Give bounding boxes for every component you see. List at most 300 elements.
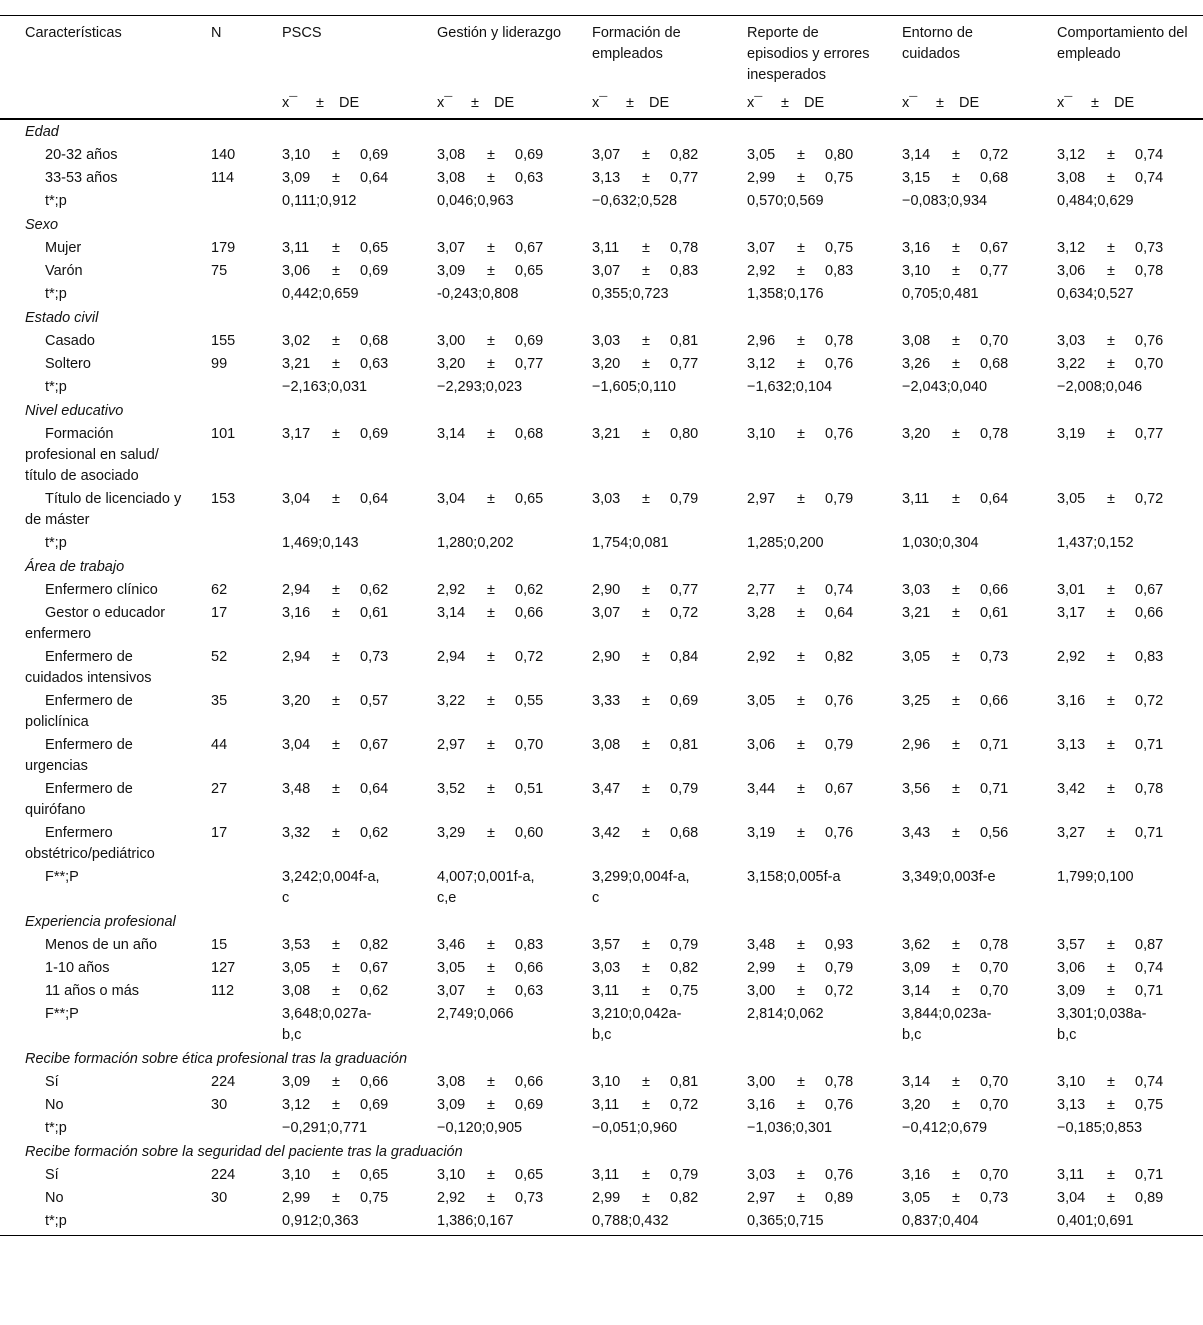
sd-value: 0,73 (980, 1190, 1009, 1206)
sd-value: 0,65 (360, 1167, 389, 1183)
mean-sd-cell (877, 934, 1032, 957)
sd-value: 0,63 (360, 356, 389, 372)
mean-value: 3,04 (282, 737, 311, 753)
plus-minus: ± (487, 737, 495, 753)
stat-text: 0,484;0,629 (1057, 193, 1134, 209)
plus-minus: ± (1107, 240, 1115, 256)
mean-sd-cell (567, 260, 722, 283)
sd-value: 0,65 (515, 1167, 544, 1183)
plus-minus: ± (952, 737, 960, 753)
row-n: 62 (211, 582, 228, 598)
table-row (0, 646, 1203, 690)
row-label: t*;p (45, 1120, 67, 1136)
mean-value: 3,08 (902, 333, 931, 349)
mean-value: 3,05 (282, 960, 311, 976)
sd-value: 0,63 (515, 170, 544, 186)
stat-text: 1,469;0,143 (282, 535, 359, 551)
mean-value: 3,06 (282, 263, 311, 279)
table-row (0, 423, 1203, 488)
plus-minus: ± (797, 781, 805, 797)
plus-minus: ± (487, 491, 495, 507)
row-label: t*;p (45, 193, 67, 209)
mean-value: 3,14 (437, 605, 466, 621)
mean-sd-cell (567, 237, 722, 260)
plus-minus: ± (952, 983, 960, 999)
mean-sd-cell (722, 353, 877, 376)
stat-text: 0,837;0,404 (902, 1213, 979, 1229)
plus-minus: ± (332, 147, 340, 163)
plus-minus: ± (797, 1190, 805, 1206)
subheader-sd: DE (339, 95, 360, 111)
plus-minus: ± (1107, 825, 1115, 841)
plus-minus: ± (642, 240, 650, 256)
sd-value: 0,66 (515, 960, 544, 976)
plus-minus: ± (1107, 426, 1115, 442)
sd-value: 0,66 (980, 582, 1009, 598)
subheader-pm: ± (936, 95, 944, 111)
section-label: Experiencia profesional (25, 914, 176, 930)
stat-value (257, 190, 412, 213)
sd-value: 0,74 (1135, 960, 1164, 976)
plus-minus: ± (332, 240, 340, 256)
sd-value: 0,72 (1135, 491, 1164, 507)
mean-sd-cell (257, 1187, 412, 1210)
subheader-pm: ± (1091, 95, 1099, 111)
table-row (0, 144, 1203, 167)
sd-value: 0,70 (515, 737, 544, 753)
plus-minus: ± (797, 1097, 805, 1113)
stat-text: 2,814;0,062 (747, 1006, 824, 1022)
sd-value: 0,62 (360, 582, 389, 598)
plus-minus: ± (642, 1097, 650, 1113)
mean-sd-cell (1032, 980, 1203, 1003)
sd-value: 0,69 (360, 147, 389, 163)
stat-value (1032, 532, 1203, 555)
plus-minus: ± (952, 825, 960, 841)
mean-value: 3,05 (747, 147, 776, 163)
plus-minus: ± (952, 1167, 960, 1183)
mean-value: 3,09 (1057, 983, 1086, 999)
plus-minus: ± (642, 781, 650, 797)
stat-text: −1,036;0,301 (747, 1120, 833, 1136)
sd-value: 0,70 (980, 1097, 1009, 1113)
sd-value: 0,79 (670, 491, 699, 507)
stat-value (877, 866, 1032, 910)
plus-minus: ± (952, 781, 960, 797)
mean-value: 2,99 (282, 1190, 311, 1206)
mean-value: 3,14 (902, 147, 931, 163)
sd-value: 0,79 (670, 1167, 699, 1183)
mean-sd-cell (412, 957, 567, 980)
mean-sd-cell (567, 1164, 722, 1187)
plus-minus: ± (1107, 649, 1115, 665)
row-n: 17 (211, 825, 228, 841)
plus-minus: ± (642, 333, 650, 349)
table-row (0, 734, 1203, 778)
subheader-sd: DE (804, 95, 825, 111)
subheader-mean-sd (412, 87, 567, 119)
plus-minus: ± (332, 333, 340, 349)
stat-text: −0,291;0,771 (282, 1120, 368, 1136)
subheader-mean-sd (567, 87, 722, 119)
stat-row (0, 190, 1203, 213)
sd-value: 0,60 (515, 825, 544, 841)
mean-sd-cell (412, 488, 567, 532)
mean-value: 2,97 (437, 737, 466, 753)
sd-value: 0,76 (825, 1167, 854, 1183)
sd-value: 0,72 (670, 605, 699, 621)
section-label: Nivel educativo (25, 403, 124, 419)
mean-sd-cell (567, 1187, 722, 1210)
mean-value: 3,07 (747, 240, 776, 256)
mean-sd-cell (567, 330, 722, 353)
plus-minus: ± (487, 240, 495, 256)
mean-value: 3,20 (592, 356, 621, 372)
plus-minus: ± (487, 333, 495, 349)
stat-value (412, 1210, 567, 1236)
stat-value (1032, 283, 1203, 306)
mean-sd-cell (722, 934, 877, 957)
mean-value: 3,52 (437, 781, 466, 797)
mean-sd-cell (257, 646, 412, 690)
plus-minus: ± (487, 960, 495, 976)
plus-minus: ± (487, 426, 495, 442)
sd-value: 0,76 (825, 693, 854, 709)
mean-value: 3,16 (747, 1097, 776, 1113)
mean-value: 3,21 (592, 426, 621, 442)
mean-sd-cell (412, 646, 567, 690)
stat-text: 0,401;0,691 (1057, 1213, 1134, 1229)
plus-minus: ± (952, 582, 960, 598)
plus-minus: ± (952, 491, 960, 507)
sd-value: 0,57 (360, 693, 389, 709)
mean-sd-cell (1032, 1187, 1203, 1210)
plus-minus: ± (332, 1167, 340, 1183)
table-row (0, 330, 1203, 353)
mean-sd-cell (1032, 144, 1203, 167)
plus-minus: ± (642, 170, 650, 186)
section-label: Edad (25, 124, 59, 140)
mean-sd-cell (1032, 1164, 1203, 1187)
sd-value: 0,69 (360, 263, 389, 279)
row-label: F**;P (45, 1006, 79, 1022)
mean-value: 3,22 (1057, 356, 1086, 372)
mean-sd-cell (412, 260, 567, 283)
sd-value: 0,51 (515, 781, 544, 797)
mean-value: 3,08 (282, 983, 311, 999)
header-formacion: Formación de empleados (567, 16, 722, 88)
mean-value: 3,04 (1057, 1190, 1086, 1206)
section-row (0, 306, 1203, 330)
stat-value (257, 1117, 412, 1140)
row-n (186, 532, 257, 555)
mean-value: 2,92 (747, 649, 776, 665)
sd-value: 0,64 (360, 170, 389, 186)
mean-value: 3,47 (592, 781, 621, 797)
sd-value: 0,82 (825, 649, 854, 665)
stat-value (877, 1117, 1032, 1140)
stat-value (567, 190, 722, 213)
plus-minus: ± (797, 693, 805, 709)
row-label: 33-53 años (45, 170, 118, 186)
sd-value: 0,78 (980, 426, 1009, 442)
stat-value (877, 1210, 1032, 1236)
subheader-mean: x¯ (902, 95, 918, 111)
mean-sd-cell (412, 778, 567, 822)
mean-value: 3,13 (1057, 737, 1086, 753)
subheader-sd: DE (1114, 95, 1135, 111)
table-row (0, 602, 1203, 646)
mean-sd-cell (1032, 1071, 1203, 1094)
sd-value: 0,70 (980, 960, 1009, 976)
row-n: 114 (211, 170, 235, 186)
stat-text: 0,365;0,715 (747, 1213, 824, 1229)
sd-value: 0,67 (825, 781, 854, 797)
mean-value: 3,11 (1057, 1167, 1085, 1183)
stat-value (257, 283, 412, 306)
row-n: 52 (211, 649, 228, 665)
mean-sd-cell (567, 980, 722, 1003)
sd-value: 0,61 (980, 605, 1009, 621)
mean-sd-cell (722, 167, 877, 190)
stat-value (567, 1210, 722, 1236)
mean-value: 3,12 (282, 1097, 311, 1113)
sd-value: 0,77 (1135, 426, 1164, 442)
mean-sd-cell (877, 353, 1032, 376)
mean-value: 3,05 (1057, 491, 1086, 507)
plus-minus: ± (952, 937, 960, 953)
mean-sd-cell (1032, 690, 1203, 734)
plus-minus: ± (1107, 170, 1115, 186)
mean-value: 3,10 (282, 147, 311, 163)
row-label: t*;p (0, 1210, 186, 1236)
section-label: Recibe formación sobre ética profesional tras la graduación (25, 1051, 408, 1067)
mean-sd-cell (877, 1071, 1032, 1094)
stat-text: −2,293;0,023 (437, 379, 523, 395)
subheader-mean-sd (877, 87, 1032, 119)
mean-sd-cell (877, 579, 1032, 602)
row-n: 30 (211, 1097, 228, 1113)
sd-value: 0,74 (1135, 170, 1164, 186)
mean-sd-cell (877, 488, 1032, 532)
mean-sd-cell (1032, 167, 1203, 190)
mean-sd-cell (257, 1071, 412, 1094)
plus-minus: ± (332, 426, 340, 442)
mean-sd-cell (722, 1071, 877, 1094)
sd-value: 0,78 (825, 1074, 854, 1090)
row-n: 99 (211, 356, 228, 372)
plus-minus: ± (332, 356, 340, 372)
plus-minus: ± (952, 1097, 960, 1113)
sd-value: 0,67 (515, 240, 544, 256)
mean-sd-cell (1032, 579, 1203, 602)
sd-value: 0,75 (825, 240, 854, 256)
sd-value: 0,74 (1135, 1074, 1164, 1090)
plus-minus: ± (642, 825, 650, 841)
mean-value: 3,06 (1057, 960, 1086, 976)
plus-minus: ± (487, 983, 495, 999)
stat-text: −2,043;0,040 (902, 379, 988, 395)
row-label: Enfermero obstétrico/pediátrico (25, 825, 155, 862)
plus-minus: ± (952, 356, 960, 372)
sd-value: 0,76 (1135, 333, 1164, 349)
row-n: 30 (211, 1190, 228, 1206)
mean-sd-cell (722, 579, 877, 602)
sd-value: 0,83 (670, 263, 699, 279)
sd-value: 0,67 (980, 240, 1009, 256)
mean-sd-cell (722, 1094, 877, 1117)
plus-minus: ± (797, 937, 805, 953)
mean-value: 3,11 (592, 1097, 620, 1113)
sd-value: 0,82 (360, 937, 389, 953)
stat-text: 3,242;0,004f-a,c (282, 869, 380, 906)
mean-value: 3,29 (437, 825, 466, 841)
mean-sd-cell (257, 934, 412, 957)
stat-value (722, 1117, 877, 1140)
sd-value: 0,71 (1135, 1167, 1164, 1183)
mean-sd-cell (257, 822, 412, 866)
plus-minus: ± (1107, 263, 1115, 279)
sd-value: 0,81 (670, 333, 699, 349)
sd-value: 0,64 (360, 491, 389, 507)
stat-value (877, 190, 1032, 213)
mean-value: 2,96 (902, 737, 931, 753)
row-label: t*;p (45, 535, 67, 551)
mean-value: 3,62 (902, 937, 931, 953)
plus-minus: ± (797, 147, 805, 163)
row-label: Sí (45, 1167, 59, 1183)
sd-value: 0,68 (670, 825, 699, 841)
mean-value: 2,92 (1057, 649, 1086, 665)
table-row (0, 237, 1203, 260)
stat-text: 0,111;0,912 (282, 193, 357, 209)
sd-value: 0,61 (360, 605, 389, 621)
mean-value: 3,15 (902, 170, 931, 186)
stat-text: −0,632;0,528 (592, 193, 678, 209)
row-n: 112 (211, 983, 235, 999)
mean-sd-cell (257, 144, 412, 167)
stat-value (722, 283, 877, 306)
plus-minus: ± (797, 825, 805, 841)
mean-sd-cell (257, 260, 412, 283)
mean-sd-cell (722, 980, 877, 1003)
stat-text: -0,243;0,808 (437, 286, 519, 302)
table-row (0, 822, 1203, 866)
plus-minus: ± (332, 605, 340, 621)
stat-value (877, 1003, 1032, 1047)
mean-value: 3,27 (1057, 825, 1086, 841)
row-n: 75 (211, 263, 228, 279)
plus-minus: ± (797, 1074, 805, 1090)
sd-value: 0,79 (825, 960, 854, 976)
sd-value: 0,66 (515, 605, 544, 621)
mean-sd-cell (722, 423, 877, 488)
plus-minus: ± (642, 605, 650, 621)
mean-value: 3,48 (747, 937, 776, 953)
plus-minus: ± (952, 333, 960, 349)
sd-value: 0,79 (670, 937, 699, 953)
stat-text: 1,754;0,081 (592, 535, 669, 551)
plus-minus: ± (642, 426, 650, 442)
sd-value: 0,78 (980, 937, 1009, 953)
subheader-sd: DE (959, 95, 980, 111)
plus-minus: ± (797, 426, 805, 442)
plus-minus: ± (487, 263, 495, 279)
stat-row (0, 1003, 1203, 1047)
stat-text: 3,210;0,042a-b,c (592, 1006, 682, 1043)
mean-value: 3,05 (437, 960, 466, 976)
plus-minus: ± (332, 693, 340, 709)
sd-value: 0,66 (980, 693, 1009, 709)
sd-value: 0,78 (825, 333, 854, 349)
mean-value: 3,21 (902, 605, 931, 621)
mean-value: 2,77 (747, 582, 776, 598)
mean-sd-cell (877, 957, 1032, 980)
stat-text: 4,007;0,001f-a,c,e (437, 869, 535, 906)
table-header (0, 16, 1203, 120)
sd-value: 0,80 (825, 147, 854, 163)
table-row (0, 260, 1203, 283)
mean-sd-cell (1032, 237, 1203, 260)
header-caracteristicas: Características (0, 16, 186, 88)
plus-minus: ± (1107, 333, 1115, 349)
sd-value: 0,71 (980, 781, 1009, 797)
section-label: Sexo (25, 217, 59, 233)
mean-sd-cell (412, 822, 567, 866)
plus-minus: ± (332, 263, 340, 279)
section-row (0, 399, 1203, 423)
mean-sd-cell (412, 144, 567, 167)
stat-text: 0,355;0,723 (592, 286, 669, 302)
section-row (0, 213, 1203, 237)
stat-value (257, 1210, 412, 1236)
stat-row (0, 1117, 1203, 1140)
row-n (186, 190, 257, 213)
plus-minus: ± (487, 693, 495, 709)
subheader-row (0, 87, 1203, 119)
plus-minus: ± (797, 240, 805, 256)
mean-sd-cell (877, 690, 1032, 734)
header-entorno: Entorno de cuidados (877, 16, 1032, 88)
mean-sd-cell (567, 353, 722, 376)
mean-sd-cell (877, 1164, 1032, 1187)
mean-value: 3,48 (282, 781, 311, 797)
stat-value (722, 190, 877, 213)
sd-value: 0,72 (980, 147, 1009, 163)
mean-sd-cell (257, 423, 412, 488)
mean-sd-cell (567, 579, 722, 602)
stat-row (0, 532, 1203, 555)
mean-sd-cell (257, 330, 412, 353)
row-label: Enfermero de policlínica (25, 693, 133, 730)
mean-sd-cell (257, 690, 412, 734)
stat-text: −1,632;0,104 (747, 379, 833, 395)
plus-minus: ± (1107, 737, 1115, 753)
plus-minus: ± (487, 781, 495, 797)
mean-sd-cell (877, 144, 1032, 167)
mean-value: 3,14 (902, 1074, 931, 1090)
mean-sd-cell (1032, 602, 1203, 646)
sd-value: 0,72 (670, 1097, 699, 1113)
mean-value: 2,97 (747, 491, 776, 507)
mean-value: 3,57 (592, 937, 621, 953)
mean-sd-cell (1032, 1094, 1203, 1117)
sd-value: 0,69 (515, 333, 544, 349)
mean-sd-cell (1032, 778, 1203, 822)
plus-minus: ± (1107, 1190, 1115, 1206)
mean-sd-cell (412, 934, 567, 957)
mean-value: 3,53 (282, 937, 311, 953)
